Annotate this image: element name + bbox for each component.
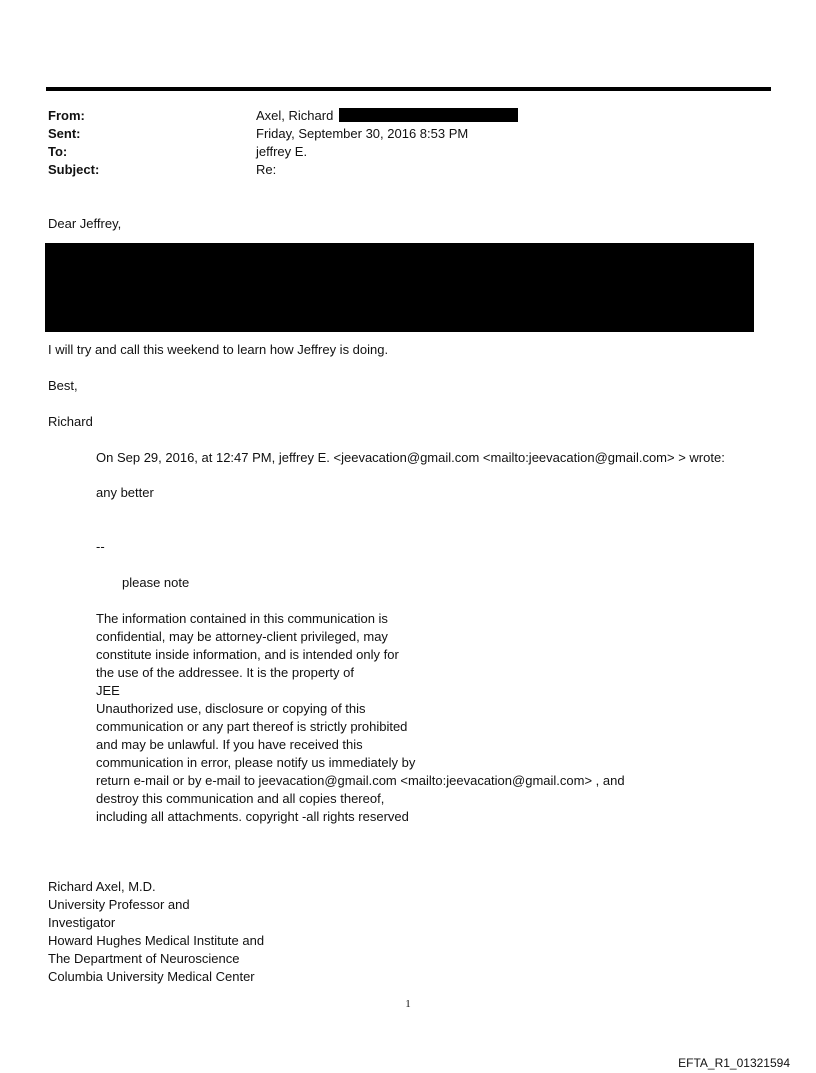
- signoff: Richard: [48, 414, 93, 429]
- please-note: please note: [122, 575, 190, 590]
- closing: Best,: [48, 378, 78, 393]
- disclaimer-line: the use of the addressee. It is the property of: [96, 665, 354, 680]
- disclaimer-line: communication or any part thereof is strictly prohibited: [96, 719, 408, 734]
- signature-line: Investigator: [48, 915, 116, 930]
- disclaimer-line: destroy this communication and all copies thereof,: [96, 791, 385, 806]
- body-line: I will try and call this weekend to learn how Jeffrey is doing.: [48, 342, 389, 357]
- signature-line: The Department of Neuroscience: [48, 951, 240, 966]
- quoted-text: any better: [96, 485, 154, 500]
- signature-block: [48, 878, 264, 986]
- disclaimer: [96, 610, 625, 826]
- greeting: Dear Jeffrey,: [48, 216, 122, 231]
- disclaimer-line: communication in error, please notify us immediately by: [96, 755, 416, 770]
- signature-separator: --: [96, 539, 105, 554]
- disclaimer-line: JEE: [96, 683, 120, 698]
- signature-line: Howard Hughes Medical Institute and: [48, 933, 265, 948]
- from-label: From:: [48, 108, 85, 123]
- signature-line: Columbia University Medical Center: [48, 969, 255, 984]
- signature-line: Richard Axel, M.D.: [48, 879, 156, 894]
- disclaimer-line: and may be unlawful. If you have received this: [96, 737, 363, 752]
- disclaimer-line: constitute inside information, and is intended only for: [96, 647, 399, 662]
- disclaimer-line: return e-mail or by e-mail to jeevacation@gmail.com <mailto:jeevacation@gmail.com> , and: [96, 773, 625, 788]
- bates-number: EFTA_R1_01321594: [678, 1056, 790, 1070]
- signature-line: University Professor and: [48, 897, 190, 912]
- quote-attribution: On Sep 29, 2016, at 12:47 PM, jeffrey E. <jeevacation@gmail.com <mailto:jeevacation@gmail.com> > wrote:: [96, 450, 725, 465]
- subject-label: Subject:: [48, 162, 100, 177]
- to-label: To:: [48, 144, 68, 159]
- from-value: Axel, Richard: [256, 108, 334, 123]
- to-value: jeffrey E.: [256, 144, 308, 159]
- redaction-block: [45, 243, 754, 332]
- header-rule: [46, 87, 771, 91]
- disclaimer-line: Unauthorized use, disclosure or copying of this: [96, 701, 366, 716]
- subject-value: Re:: [256, 162, 277, 177]
- disclaimer-line: including all attachments. copyright -all rights reserved: [96, 809, 409, 824]
- sent-label: Sent:: [48, 126, 81, 141]
- disclaimer-line: The information contained in this communication is: [96, 611, 388, 626]
- redaction-email-address: [339, 108, 518, 122]
- disclaimer-line: confidential, may be attorney-client privileged, may: [96, 629, 388, 644]
- sent-value: Friday, September 30, 2016 8:53 PM: [256, 126, 469, 141]
- page-number: 1: [405, 998, 411, 1010]
